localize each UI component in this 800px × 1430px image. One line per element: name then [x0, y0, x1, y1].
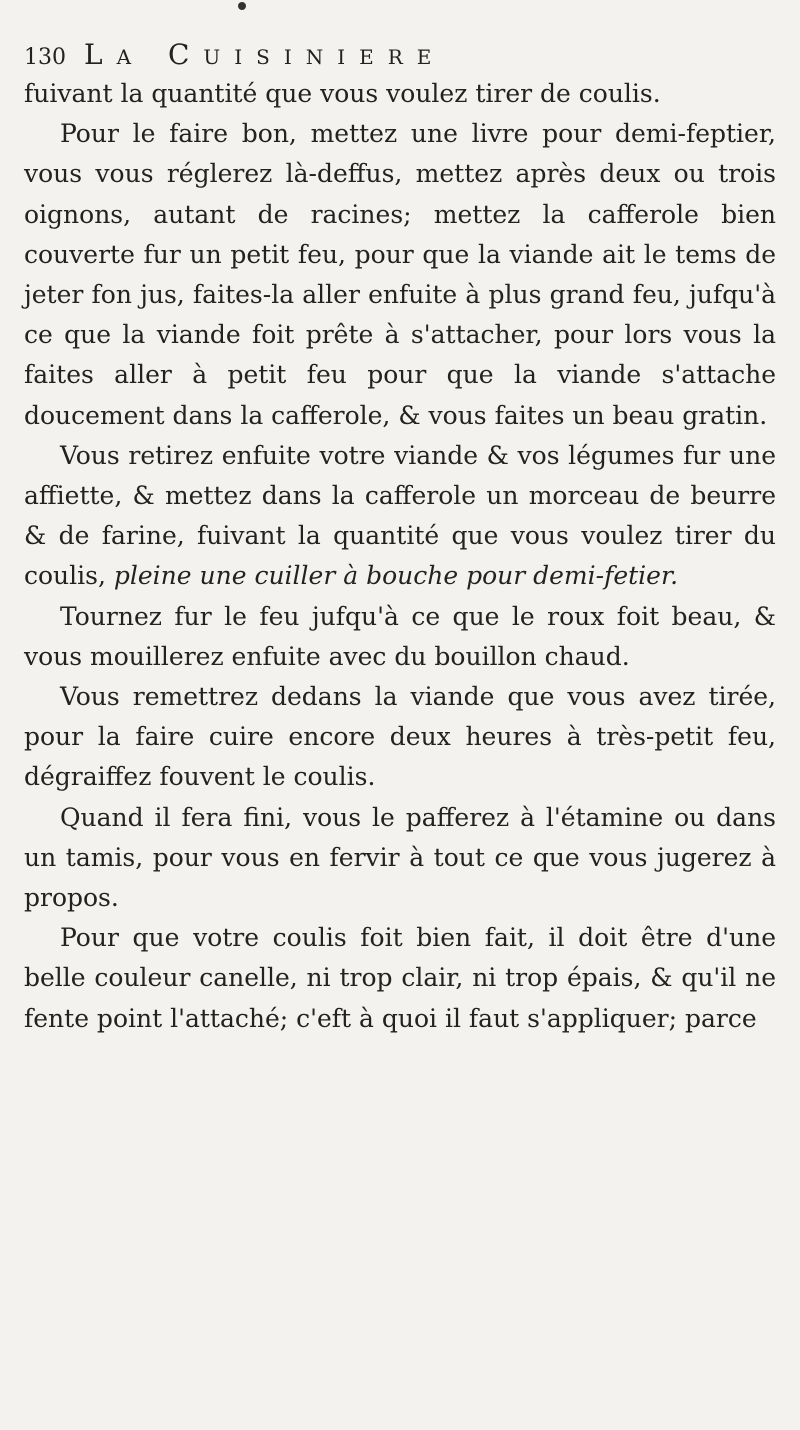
paragraph-6: Quand il fera fini, vous le pafferez à l'étamine ou dans un tamis, pour vous en fervir à tout ce que vous jugerez à propos.	[24, 802, 776, 913]
page-header	[24, 38, 776, 74]
paragraph-7: Pour que votre coulis foit bien fait, il doit être d'une belle couleur canelle, ni trop clair, ni trop épais, & qu'il ne fente point l'attaché; c'eft à quoi il faut s'appliquer; parce	[24, 923, 776, 1033]
paragraph-3	[24, 436, 776, 597]
paragraph-3-italic: pleine une cuiller à bouche pour demi-fetier.	[113, 561, 679, 591]
running-title: La Cuisiniere	[84, 38, 446, 71]
ink-mark	[238, 2, 246, 10]
paragraph-4: Tournez fur le feu jufqu'à ce que le roux foit beau, & vous mouillerez enfuite avec du bouillon chaud.	[24, 601, 776, 671]
page-number: 130	[24, 45, 66, 70]
paragraph-2: Pour le faire bon, mettez une livre pour demi-feptier, vous vous réglerez là-deffus, mettez après deux ou trois oignons, autant de racines; mettez la cafferole bien couverte fur un petit feu, pour que la viande ait le tems de jeter fon jus, faites-la aller enfuite à plus grand feu, jufqu'à ce que la viande foit prête à s'attacher, pour lors vous la faites aller à petit feu pour que la viande s'attache doucement dans la cafferole, & vous faites un beau gratin.	[24, 119, 776, 430]
paragraph-1: fuivant la quantité que vous voulez tirer de coulis.	[24, 79, 661, 108]
page-body	[24, 74, 776, 1039]
paragraph-3-text: Vous retirez enfuite votre viande & vos légumes fur une affiette, & mettez dans la cafferole un morceau de beurre & de farine, fuivant la quantité que vous voulez tirer du coulis,	[24, 440, 776, 591]
paragraph-5: Vous remettrez dedans la viande que vous avez tirée, pour la faire cuire encore deux heures à très-petit feu, dégraiffez fouvent le coulis.	[24, 682, 776, 792]
